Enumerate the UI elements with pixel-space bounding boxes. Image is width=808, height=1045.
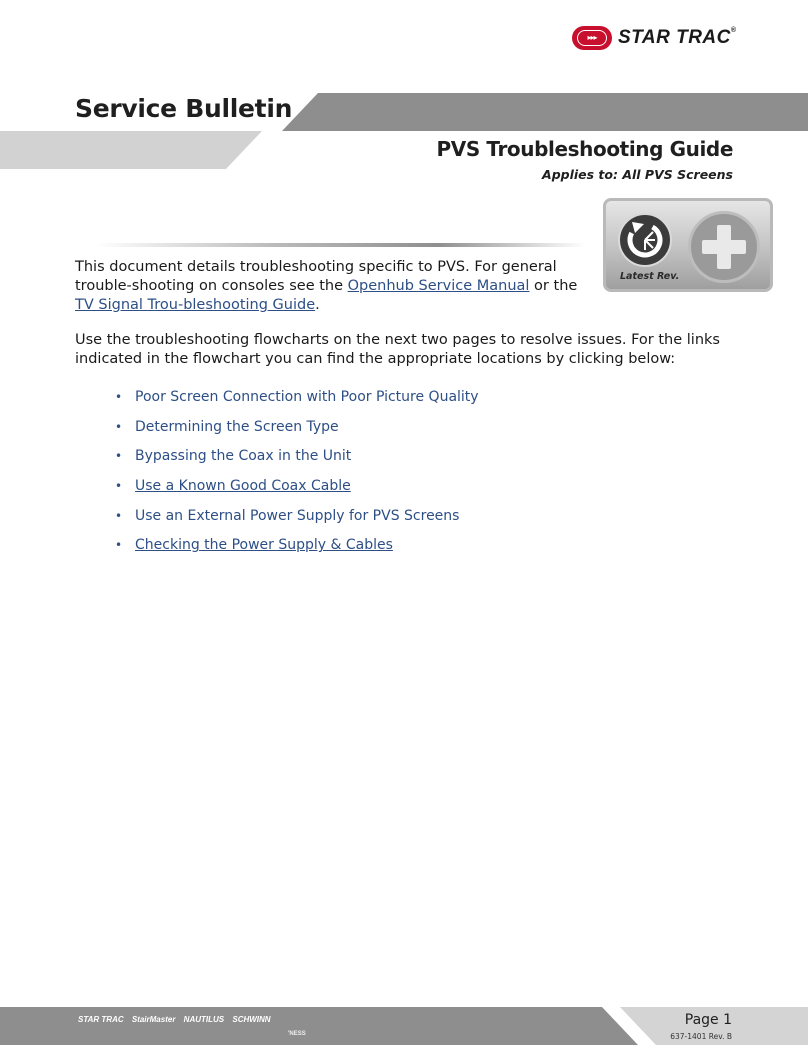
bullet: • [115,538,123,553]
poor-screen-connection-link[interactable]: Poor Screen Connection with Poor Picture Quality [135,389,479,405]
document-type-heading: Service Bulletin [75,94,293,123]
checking-power-supply-link[interactable]: Checking the Power Supply & Cables [135,537,393,554]
star-trac-logo [572,26,754,52]
tv-signal-guide-link[interactable]: TV Signal Trou-bleshooting Guide [75,297,316,313]
brand-mark-glyph: ▸▸▸ [577,30,607,46]
list-item[interactable] [115,475,479,505]
footer-brand-stairmaster: StairMaster [131,1015,176,1024]
footer-brand-logos [78,1015,277,1029]
footer-tagline: 'NESS [288,1031,306,1037]
refresh-icon [618,213,672,267]
footer-brand-nautilus: NAUTILUS [183,1015,225,1024]
page-number: Page 1 [684,1012,732,1028]
section-divider [95,243,585,247]
bypassing-coax-link[interactable]: Bypassing the Coax in the Unit [135,448,352,465]
intro-text-3: . [315,297,320,313]
list-item[interactable] [115,445,479,475]
list-item[interactable] [115,386,479,416]
known-good-coax-link[interactable]: Use a Known Good Coax Cable [135,478,351,495]
instructions-paragraph: Use the troubleshooting flowcharts on the next two pages to resolve issues. For the links indicated in the flowchart you can find the appropriate locations by clicking below: [75,332,720,367]
brand-name [618,27,737,49]
document-number: 637-1401 Rev. B [670,1032,732,1041]
badge-label: Latest Rev. [620,271,680,282]
brand-registered-mark: ® [730,27,737,34]
bullet: • [115,508,123,523]
bullet: • [115,449,123,464]
bullet: • [115,479,123,494]
footer-brand-schwinn: SCHWINN [232,1015,271,1024]
plus-icon [688,211,760,283]
list-item[interactable] [115,416,479,446]
bullet: • [115,419,123,434]
header-band-light [0,131,262,169]
intro-text-1: This document details troubleshooting specific to PVS. For general trouble-shooting on consoles see the [75,259,557,294]
list-item[interactable] [115,505,479,535]
intro-text-2: or the [529,278,578,294]
intro-paragraph [75,258,585,315]
external-power-supply-link[interactable]: Use an External Power Supply for PVS Screens [135,507,460,524]
brand-name-text: STAR TRAC [618,27,731,48]
brand-mark-icon [572,26,612,50]
determining-screen-type-link[interactable]: Determining the Screen Type [135,418,339,435]
latest-rev-badge [603,198,773,292]
header-band-dark [282,93,808,131]
footer-brand-star-trac: STAR TRAC [78,1015,124,1024]
list-item[interactable] [115,534,479,564]
applies-to-subtitle: Applies to: All PVS Screens [542,167,733,182]
openhub-service-manual-link[interactable]: Openhub Service Manual [347,278,530,294]
section-link-list [115,386,479,564]
bullet: • [115,390,123,404]
page-title: PVS Troubleshooting Guide [436,137,733,161]
